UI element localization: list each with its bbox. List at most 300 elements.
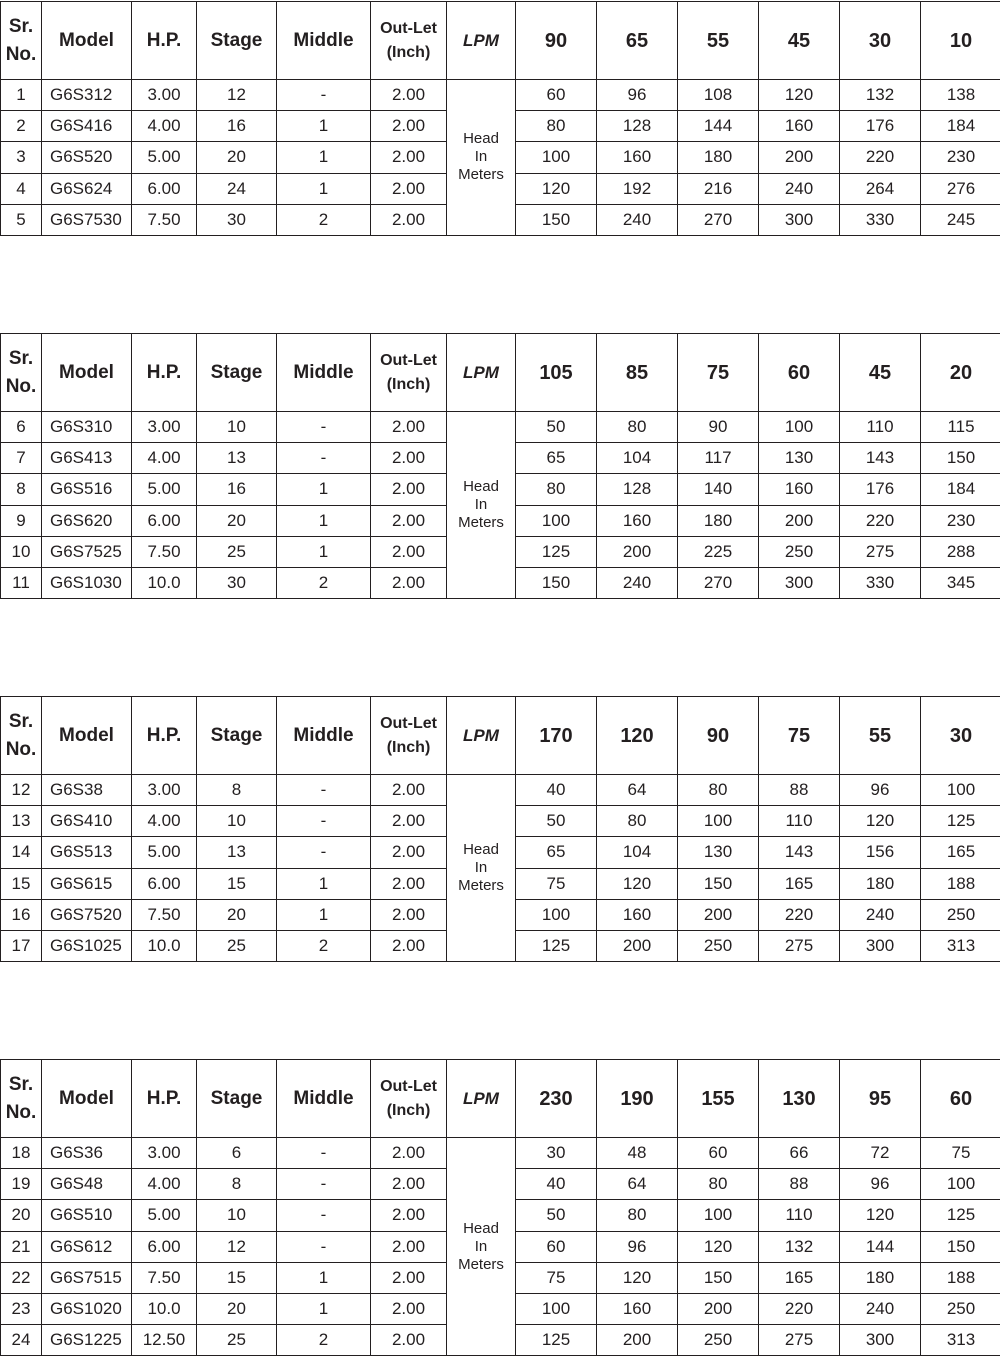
sr-no-cell: 3 [1, 142, 42, 173]
head-value-cell: 275 [840, 536, 921, 567]
lpm-header: LPM [447, 697, 516, 775]
model-cell: G6S36 [42, 1138, 132, 1169]
middle-cell: - [277, 1231, 371, 1262]
hp-cell: 5.00 [132, 474, 197, 505]
head-label-word: Meters [447, 877, 515, 895]
head-value-cell: 104 [597, 443, 678, 474]
no-header-line: No. [1, 736, 41, 764]
head-value-cell: 90 [678, 412, 759, 443]
outlet-cell: 2.00 [371, 868, 447, 899]
middle-cell: 1 [277, 474, 371, 505]
outlet-cell: 2.00 [371, 1293, 447, 1324]
sr-no-cell: 9 [1, 505, 42, 536]
stage-cell: 20 [197, 899, 277, 930]
head-value-cell: 270 [678, 204, 759, 235]
outlet-cell: 2.00 [371, 1231, 447, 1262]
model-cell: G6S510 [42, 1200, 132, 1231]
head-value-cell: 66 [759, 1138, 840, 1169]
head-label-word: Head [447, 841, 515, 859]
stage-cell: 10 [197, 806, 277, 837]
head-value-cell: 80 [516, 474, 597, 505]
head-value-cell: 220 [759, 1293, 840, 1324]
middle-cell: - [277, 1200, 371, 1231]
head-value-cell: 240 [759, 173, 840, 204]
middle-cell: - [277, 80, 371, 111]
stage-cell: 12 [197, 1231, 277, 1262]
outlet-cell: 2.00 [371, 536, 447, 567]
sr-no-header [1, 697, 42, 775]
stage-cell: 24 [197, 173, 277, 204]
head-label-word: In [447, 1238, 515, 1256]
hp-cell: 7.50 [132, 536, 197, 567]
outlet-cell: 2.00 [371, 930, 447, 961]
head-value-cell: 276 [921, 173, 1000, 204]
head-value-cell: 65 [516, 837, 597, 868]
outlet-header-line: Out-Let [371, 17, 446, 41]
head-value-cell: 115 [921, 412, 1000, 443]
lpm-header: LPM [447, 2, 516, 80]
outlet-header [371, 2, 447, 80]
middle-cell: 1 [277, 111, 371, 142]
hp-cell: 12.50 [132, 1325, 197, 1356]
model-cell: G6S1025 [42, 930, 132, 961]
head-value-cell: 120 [597, 868, 678, 899]
head-value-cell: 80 [597, 806, 678, 837]
outlet-cell: 2.00 [371, 443, 447, 474]
head-value-cell: 150 [678, 868, 759, 899]
head-value-cell: 160 [759, 111, 840, 142]
middle-cell: 1 [277, 868, 371, 899]
hp-cell: 4.00 [132, 1169, 197, 1200]
middle-cell: - [277, 1138, 371, 1169]
stage-cell: 30 [197, 204, 277, 235]
head-value-cell: 96 [840, 1169, 921, 1200]
head-value-cell: 150 [921, 443, 1000, 474]
head-value-cell: 132 [759, 1231, 840, 1262]
head-value-cell: 200 [759, 142, 840, 173]
hp-cell: 5.00 [132, 142, 197, 173]
stage-cell: 12 [197, 80, 277, 111]
table-row [1, 775, 1000, 806]
hp-cell: 6.00 [132, 173, 197, 204]
flow-header: 130 [759, 1060, 840, 1138]
head-value-cell: 132 [840, 80, 921, 111]
head-value-cell: 150 [921, 1231, 1000, 1262]
model-cell: G6S620 [42, 505, 132, 536]
no-header-line: No. [1, 373, 41, 401]
head-value-cell: 250 [759, 536, 840, 567]
stage-cell: 15 [197, 868, 277, 899]
hp-header: H.P. [132, 2, 197, 80]
head-label-word: In [447, 496, 515, 514]
head-label-word: Head [447, 1220, 515, 1238]
head-label-word: Meters [447, 514, 515, 532]
head-value-cell: 40 [516, 1169, 597, 1200]
sr-no-cell: 11 [1, 567, 42, 598]
head-value-cell: 128 [597, 474, 678, 505]
head-in-meters-label [447, 80, 516, 236]
head-value-cell: 80 [516, 111, 597, 142]
model-cell: G6S1020 [42, 1293, 132, 1324]
hp-cell: 10.0 [132, 930, 197, 961]
outlet-cell: 2.00 [371, 204, 447, 235]
head-value-cell: 200 [597, 1325, 678, 1356]
inch-header-line: (Inch) [371, 736, 446, 760]
hp-cell: 6.00 [132, 1231, 197, 1262]
outlet-header [371, 334, 447, 412]
head-in-meters-label [447, 775, 516, 962]
hp-cell: 6.00 [132, 868, 197, 899]
head-value-cell: 156 [840, 837, 921, 868]
model-cell: G6S413 [42, 443, 132, 474]
head-value-cell: 160 [597, 142, 678, 173]
middle-cell: 2 [277, 567, 371, 598]
head-value-cell: 75 [516, 1262, 597, 1293]
sr-no-cell: 12 [1, 775, 42, 806]
sr-no-cell: 16 [1, 899, 42, 930]
head-value-cell: 100 [516, 505, 597, 536]
head-value-cell: 60 [516, 80, 597, 111]
stage-cell: 25 [197, 930, 277, 961]
head-value-cell: 80 [597, 1200, 678, 1231]
head-value-cell: 143 [759, 837, 840, 868]
head-value-cell: 60 [516, 1231, 597, 1262]
head-value-cell: 250 [678, 1325, 759, 1356]
hp-cell: 5.00 [132, 837, 197, 868]
head-value-cell: 110 [840, 412, 921, 443]
sr-no-cell: 24 [1, 1325, 42, 1356]
flow-header: 60 [759, 334, 840, 412]
hp-cell: 3.00 [132, 80, 197, 111]
model-cell: G6S310 [42, 412, 132, 443]
flow-header: 30 [921, 697, 1000, 775]
hp-cell: 5.00 [132, 1200, 197, 1231]
table-row [1, 412, 1000, 443]
middle-header: Middle [277, 697, 371, 775]
outlet-cell: 2.00 [371, 111, 447, 142]
head-value-cell: 220 [840, 505, 921, 536]
head-value-cell: 50 [516, 806, 597, 837]
flow-header: 30 [840, 2, 921, 80]
head-value-cell: 270 [678, 567, 759, 598]
middle-cell: 1 [277, 1293, 371, 1324]
head-value-cell: 100 [921, 1169, 1000, 1200]
head-value-cell: 300 [759, 567, 840, 598]
hp-header: H.P. [132, 334, 197, 412]
model-cell: G6S416 [42, 111, 132, 142]
sr-no-header [1, 2, 42, 80]
head-value-cell: 88 [759, 1169, 840, 1200]
outlet-cell: 2.00 [371, 142, 447, 173]
middle-cell: - [277, 775, 371, 806]
flow-header: 20 [921, 334, 1000, 412]
head-value-cell: 75 [921, 1138, 1000, 1169]
head-value-cell: 96 [597, 1231, 678, 1262]
model-cell: G6S48 [42, 1169, 132, 1200]
flow-header: 85 [597, 334, 678, 412]
sr-no-cell: 10 [1, 536, 42, 567]
sr-no-cell: 2 [1, 111, 42, 142]
head-value-cell: 104 [597, 837, 678, 868]
head-value-cell: 125 [516, 930, 597, 961]
model-cell: G6S516 [42, 474, 132, 505]
head-value-cell: 40 [516, 775, 597, 806]
head-value-cell: 130 [678, 837, 759, 868]
outlet-header-line: Out-Let [371, 1075, 446, 1099]
sr-no-cell: 1 [1, 80, 42, 111]
stage-cell: 8 [197, 775, 277, 806]
head-value-cell: 30 [516, 1138, 597, 1169]
stage-cell: 10 [197, 412, 277, 443]
outlet-cell: 2.00 [371, 412, 447, 443]
sr-no-cell: 7 [1, 443, 42, 474]
model-cell: G6S513 [42, 837, 132, 868]
flow-header: 90 [516, 2, 597, 80]
no-header-line: No. [1, 1099, 41, 1127]
outlet-header [371, 697, 447, 775]
stage-header: Stage [197, 697, 277, 775]
middle-cell: 2 [277, 1325, 371, 1356]
head-value-cell: 150 [516, 204, 597, 235]
hp-cell: 4.00 [132, 806, 197, 837]
stage-cell: 16 [197, 474, 277, 505]
middle-cell: 2 [277, 204, 371, 235]
head-value-cell: 300 [840, 1325, 921, 1356]
lpm-header: LPM [447, 334, 516, 412]
head-value-cell: 180 [840, 1262, 921, 1293]
model-cell: G6S7530 [42, 204, 132, 235]
head-value-cell: 176 [840, 111, 921, 142]
outlet-header [371, 1060, 447, 1138]
table-row [1, 1138, 1000, 1169]
outlet-cell: 2.00 [371, 567, 447, 598]
sr-no-cell: 6 [1, 412, 42, 443]
head-value-cell: 288 [921, 536, 1000, 567]
head-value-cell: 225 [678, 536, 759, 567]
header-row [1, 2, 1000, 80]
sr-no-cell: 21 [1, 1231, 42, 1262]
stage-cell: 20 [197, 1293, 277, 1324]
stage-cell: 13 [197, 837, 277, 868]
sr-no-cell: 17 [1, 930, 42, 961]
head-in-meters-label [447, 412, 516, 599]
head-value-cell: 184 [921, 474, 1000, 505]
head-value-cell: 100 [921, 775, 1000, 806]
head-value-cell: 200 [759, 505, 840, 536]
head-value-cell: 184 [921, 111, 1000, 142]
hp-cell: 10.0 [132, 567, 197, 598]
head-value-cell: 50 [516, 412, 597, 443]
stage-cell: 8 [197, 1169, 277, 1200]
outlet-cell: 2.00 [371, 837, 447, 868]
sr-no-cell: 15 [1, 868, 42, 899]
outlet-cell: 2.00 [371, 806, 447, 837]
hp-cell: 7.50 [132, 204, 197, 235]
spec-table [0, 1059, 1000, 1356]
head-value-cell: 250 [921, 899, 1000, 930]
head-value-cell: 150 [678, 1262, 759, 1293]
model-header: Model [42, 697, 132, 775]
head-value-cell: 120 [840, 1200, 921, 1231]
head-value-cell: 108 [678, 80, 759, 111]
head-label-word: In [447, 859, 515, 877]
flow-header: 45 [840, 334, 921, 412]
head-value-cell: 160 [759, 474, 840, 505]
head-value-cell: 64 [597, 1169, 678, 1200]
sr-header-line: Sr. [1, 13, 41, 41]
outlet-header-line: Out-Let [371, 712, 446, 736]
sr-header-line: Sr. [1, 708, 41, 736]
head-value-cell: 245 [921, 204, 1000, 235]
hp-cell: 4.00 [132, 111, 197, 142]
hp-header: H.P. [132, 1060, 197, 1138]
flow-header: 105 [516, 334, 597, 412]
model-cell: G6S7520 [42, 899, 132, 930]
flow-header: 155 [678, 1060, 759, 1138]
flow-header: 60 [921, 1060, 1000, 1138]
head-value-cell: 48 [597, 1138, 678, 1169]
stage-cell: 13 [197, 443, 277, 474]
head-value-cell: 300 [840, 930, 921, 961]
head-value-cell: 240 [597, 567, 678, 598]
head-value-cell: 100 [678, 806, 759, 837]
middle-cell: - [277, 837, 371, 868]
spec-table [0, 696, 1000, 962]
outlet-cell: 2.00 [371, 1262, 447, 1293]
sr-no-cell: 19 [1, 1169, 42, 1200]
no-header-line: No. [1, 41, 41, 69]
head-value-cell: 120 [678, 1231, 759, 1262]
model-cell: G6S1030 [42, 567, 132, 598]
model-cell: G6S38 [42, 775, 132, 806]
hp-cell: 3.00 [132, 775, 197, 806]
stage-cell: 20 [197, 142, 277, 173]
head-value-cell: 240 [840, 899, 921, 930]
head-value-cell: 117 [678, 443, 759, 474]
flow-header: 230 [516, 1060, 597, 1138]
stage-cell: 25 [197, 536, 277, 567]
head-value-cell: 160 [597, 505, 678, 536]
head-value-cell: 330 [840, 567, 921, 598]
head-value-cell: 188 [921, 1262, 1000, 1293]
head-value-cell: 125 [921, 806, 1000, 837]
head-value-cell: 125 [516, 1325, 597, 1356]
head-value-cell: 140 [678, 474, 759, 505]
flow-header: 190 [597, 1060, 678, 1138]
sr-no-cell: 18 [1, 1138, 42, 1169]
flow-header: 120 [597, 697, 678, 775]
head-value-cell: 120 [840, 806, 921, 837]
head-value-cell: 165 [921, 837, 1000, 868]
head-value-cell: 216 [678, 173, 759, 204]
sr-no-cell: 20 [1, 1200, 42, 1231]
stage-cell: 6 [197, 1138, 277, 1169]
head-label-word: In [447, 148, 515, 166]
head-value-cell: 160 [597, 899, 678, 930]
model-cell: G6S1225 [42, 1325, 132, 1356]
outlet-cell: 2.00 [371, 474, 447, 505]
head-value-cell: 200 [597, 930, 678, 961]
header-row [1, 334, 1000, 412]
model-header: Model [42, 1060, 132, 1138]
head-value-cell: 200 [678, 899, 759, 930]
head-value-cell: 192 [597, 173, 678, 204]
head-value-cell: 80 [678, 1169, 759, 1200]
head-value-cell: 330 [840, 204, 921, 235]
flow-header: 45 [759, 2, 840, 80]
middle-cell: - [277, 443, 371, 474]
head-value-cell: 65 [516, 443, 597, 474]
head-value-cell: 176 [840, 474, 921, 505]
outlet-cell: 2.00 [371, 775, 447, 806]
outlet-cell: 2.00 [371, 899, 447, 930]
flow-header: 95 [840, 1060, 921, 1138]
head-value-cell: 345 [921, 567, 1000, 598]
hp-cell: 4.00 [132, 443, 197, 474]
head-value-cell: 300 [759, 204, 840, 235]
head-value-cell: 125 [921, 1200, 1000, 1231]
head-value-cell: 250 [678, 930, 759, 961]
head-value-cell: 313 [921, 1325, 1000, 1356]
head-value-cell: 165 [759, 1262, 840, 1293]
middle-cell: 1 [277, 536, 371, 567]
head-value-cell: 100 [516, 1293, 597, 1324]
outlet-cell: 2.00 [371, 1200, 447, 1231]
model-cell: G6S624 [42, 173, 132, 204]
head-value-cell: 120 [759, 80, 840, 111]
head-value-cell: 240 [597, 204, 678, 235]
head-value-cell: 96 [840, 775, 921, 806]
outlet-cell: 2.00 [371, 505, 447, 536]
stage-header: Stage [197, 2, 277, 80]
head-value-cell: 188 [921, 868, 1000, 899]
middle-cell: 2 [277, 930, 371, 961]
hp-cell: 7.50 [132, 899, 197, 930]
flow-header: 55 [678, 2, 759, 80]
head-value-cell: 96 [597, 80, 678, 111]
model-cell: G6S615 [42, 868, 132, 899]
outlet-header-line: Out-Let [371, 349, 446, 373]
model-cell: G6S612 [42, 1231, 132, 1262]
middle-cell: 1 [277, 1262, 371, 1293]
head-value-cell: 200 [678, 1293, 759, 1324]
head-value-cell: 110 [759, 806, 840, 837]
sr-header-line: Sr. [1, 1071, 41, 1099]
head-value-cell: 180 [840, 868, 921, 899]
hp-cell: 6.00 [132, 505, 197, 536]
middle-cell: - [277, 1169, 371, 1200]
head-value-cell: 60 [678, 1138, 759, 1169]
head-value-cell: 230 [921, 142, 1000, 173]
head-value-cell: 100 [516, 142, 597, 173]
head-value-cell: 200 [597, 536, 678, 567]
model-cell: G6S410 [42, 806, 132, 837]
hp-header: H.P. [132, 697, 197, 775]
middle-cell: - [277, 806, 371, 837]
lpm-header: LPM [447, 1060, 516, 1138]
sr-no-cell: 14 [1, 837, 42, 868]
stage-cell: 16 [197, 111, 277, 142]
middle-cell: 1 [277, 173, 371, 204]
sr-no-header [1, 1060, 42, 1138]
head-value-cell: 230 [921, 505, 1000, 536]
model-cell: G6S312 [42, 80, 132, 111]
head-value-cell: 313 [921, 930, 1000, 961]
outlet-cell: 2.00 [371, 1138, 447, 1169]
head-label-word: Meters [447, 166, 515, 184]
head-value-cell: 130 [759, 443, 840, 474]
sr-no-header [1, 334, 42, 412]
